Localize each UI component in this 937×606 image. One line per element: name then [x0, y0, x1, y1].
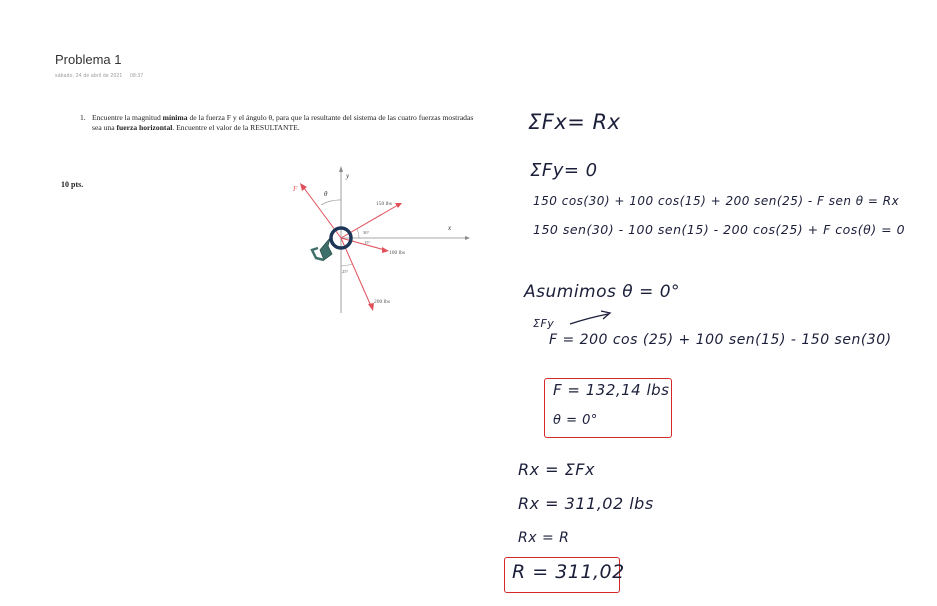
force-100-label: 100 lbs: [389, 250, 406, 256]
hw-sum-fx: ΣFx= Rx: [528, 110, 621, 134]
force-150-label: 150 lbs: [376, 201, 393, 207]
hw-arrow: [568, 308, 618, 328]
page-title: Problema 1: [55, 52, 122, 67]
hw-rx-sum: Rx = ΣFx: [518, 460, 595, 479]
label-theta: θ: [324, 190, 328, 198]
problem-text-part-1: Encuentre la magnitud: [92, 113, 163, 122]
hw-r-result: R = 311,02: [512, 561, 625, 583]
label-F: F: [293, 185, 298, 193]
hw-f-result: F = 132,14 lbs: [553, 381, 670, 399]
page-timestamp: [55, 73, 150, 79]
hw-eq-y: 150 sen(30) - 100 sen(15) - 200 cos(25) + F cos(θ) = 0: [533, 222, 906, 237]
problem-text-part-3: . Encuentre el valor de la RESULTANTE.: [172, 123, 300, 132]
hw-theta-result: θ = 0°: [553, 413, 598, 428]
angle-30-arc: [357, 229, 359, 238]
force-diagram: [280, 158, 480, 318]
angle-25-arc: [341, 264, 352, 266]
label-x: x: [448, 224, 452, 232]
force-100-arrowhead: [382, 247, 389, 253]
hw-sum-fy: ΣFy= 0: [530, 160, 598, 181]
angle-15-label: 15°: [364, 240, 371, 245]
force-150-arrowhead: [395, 203, 402, 208]
force-200-label: 200 lbs: [374, 299, 391, 305]
problem-text-part-2: de la fuerza F y el ángulo θ, para que la resultante del sistema de las cuatro fuerzas mostradas sea una: [92, 113, 474, 132]
problem-number: 1.: [80, 113, 86, 122]
angle-30-label: 30°: [363, 230, 370, 235]
page-date: sábado, 24 de abril de 2021: [55, 73, 123, 79]
hw-sum-fy-arrow: ΣFy: [533, 317, 555, 330]
label-y: y: [346, 172, 350, 180]
theta-arc: [321, 200, 341, 205]
problem-text: [92, 113, 480, 133]
y-axis-arrowhead: [339, 166, 343, 172]
problem-statement: [80, 113, 480, 133]
hw-eq-x: 150 cos(30) + 100 cos(15) + 200 sen(25) - F sen θ = Rx: [533, 194, 900, 208]
angle-25-label: 25°: [342, 269, 349, 274]
x-axis-arrowhead: [465, 236, 470, 240]
hw-rx-eq-r: Rx = R: [518, 530, 570, 546]
hw-assume: Asumimos θ = 0°: [524, 282, 681, 302]
problem-points: 10 pts.: [61, 180, 84, 189]
problem-bold-minima: mínima: [162, 113, 188, 122]
problem-bold-horizontal: fuerza horizontal: [116, 123, 173, 132]
hw-rx-value: Rx = 311,02 lbs: [518, 494, 654, 513]
page-time: 08:37: [130, 73, 144, 79]
hw-f-formula: F = 200 cos (25) + 100 sen(15) - 150 sen(30): [549, 332, 892, 348]
